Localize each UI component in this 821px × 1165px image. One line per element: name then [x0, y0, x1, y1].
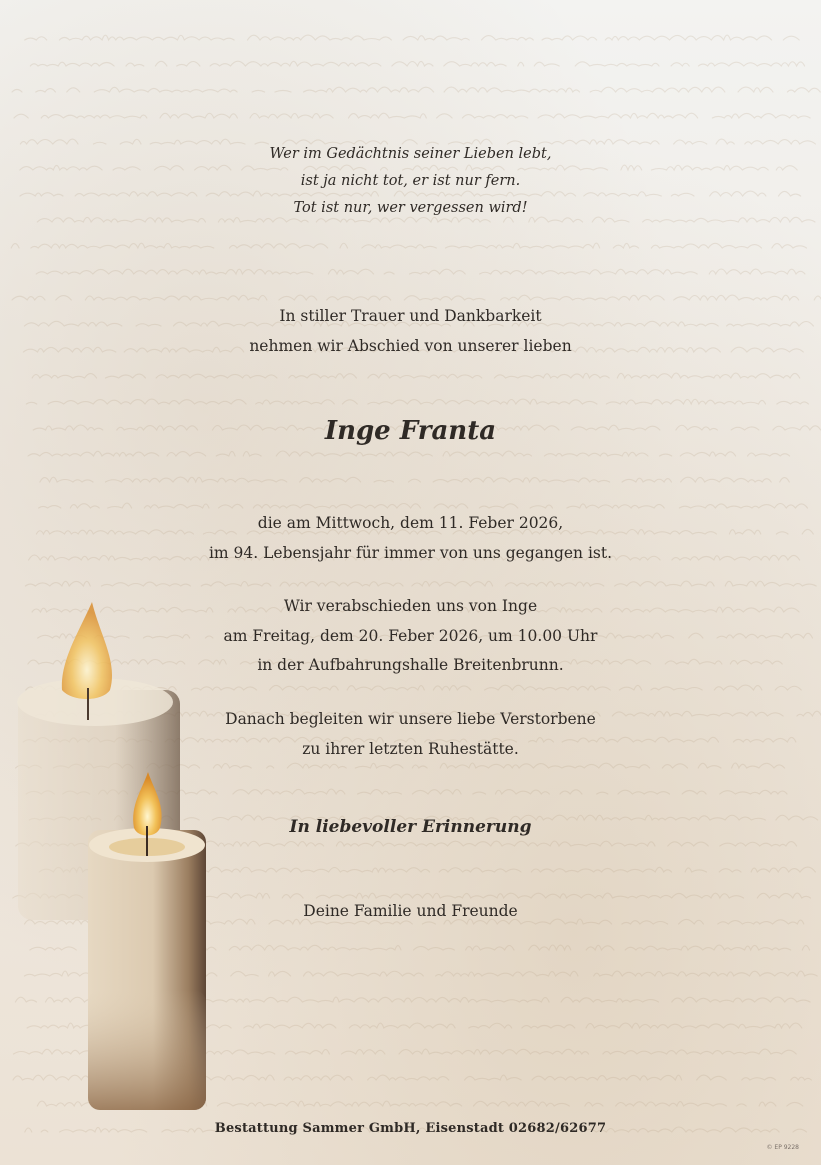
handwriting-line [14, 113, 810, 118]
handwriting-line [39, 503, 808, 508]
handwriting-line [28, 451, 790, 456]
handwriting-line [25, 581, 816, 586]
intro-line-2: nehmen wir Abschied von unserer lieben [249, 336, 572, 355]
burial-info [0, 705, 821, 764]
farewell-info [0, 592, 821, 681]
burial-line-2: zu ihrer letzten Ruhestätte. [302, 739, 519, 758]
handwriting-line [36, 269, 805, 274]
death-info [0, 509, 821, 568]
handwriting-line [30, 61, 818, 66]
farewell-line-1: Wir verabschieden uns von Inge [283, 597, 538, 615]
quote-line-3: Tot ist nur, wer vergessen wird! [293, 200, 528, 216]
handwriting-line [26, 399, 808, 404]
farewell-line-3: in der Aufbahrungshalle Breitenbrunn. [257, 656, 564, 674]
handwriting-line [12, 87, 821, 92]
print-code: © EP 9228 [766, 1144, 799, 1151]
memory-line: In liebevoller Erinnerung [289, 817, 532, 837]
funeral-home-footer: Bestattung Sammer GmbH, Eisenstadt 02682/62677 [214, 1121, 607, 1136]
signature: Deine Familie und Freunde [303, 902, 518, 920]
quote-line-1: Wer im Gedächtnis seiner Lieben lebt, [269, 146, 552, 162]
handwriting-line [32, 373, 813, 378]
handwriting-line [11, 243, 817, 248]
handwriting-line [25, 35, 800, 40]
quote-line-2: ist ja nicht tot, er ist nur fern. [300, 173, 521, 189]
intro-text [0, 302, 821, 361]
burial-line-1: Danach begleiten wir unsere liebe Verstorbene [225, 710, 596, 728]
intro-line-1: In stiller Trauer und Dankbarkeit [279, 307, 542, 325]
memorial-quote [0, 141, 821, 222]
death-info-line-1: die am Mittwoch, dem 11. Feber 2026, [257, 514, 564, 532]
farewell-line-2: am Freitag, dem 20. Feber 2026, um 10.00 Uhr [223, 626, 598, 645]
deceased-name: Inge Franta [324, 416, 497, 446]
death-info-line-2: im 94. Lebensjahr für immer von uns gegangen ist. [208, 543, 613, 562]
handwriting-line [12, 295, 821, 300]
handwriting-line [40, 477, 797, 482]
